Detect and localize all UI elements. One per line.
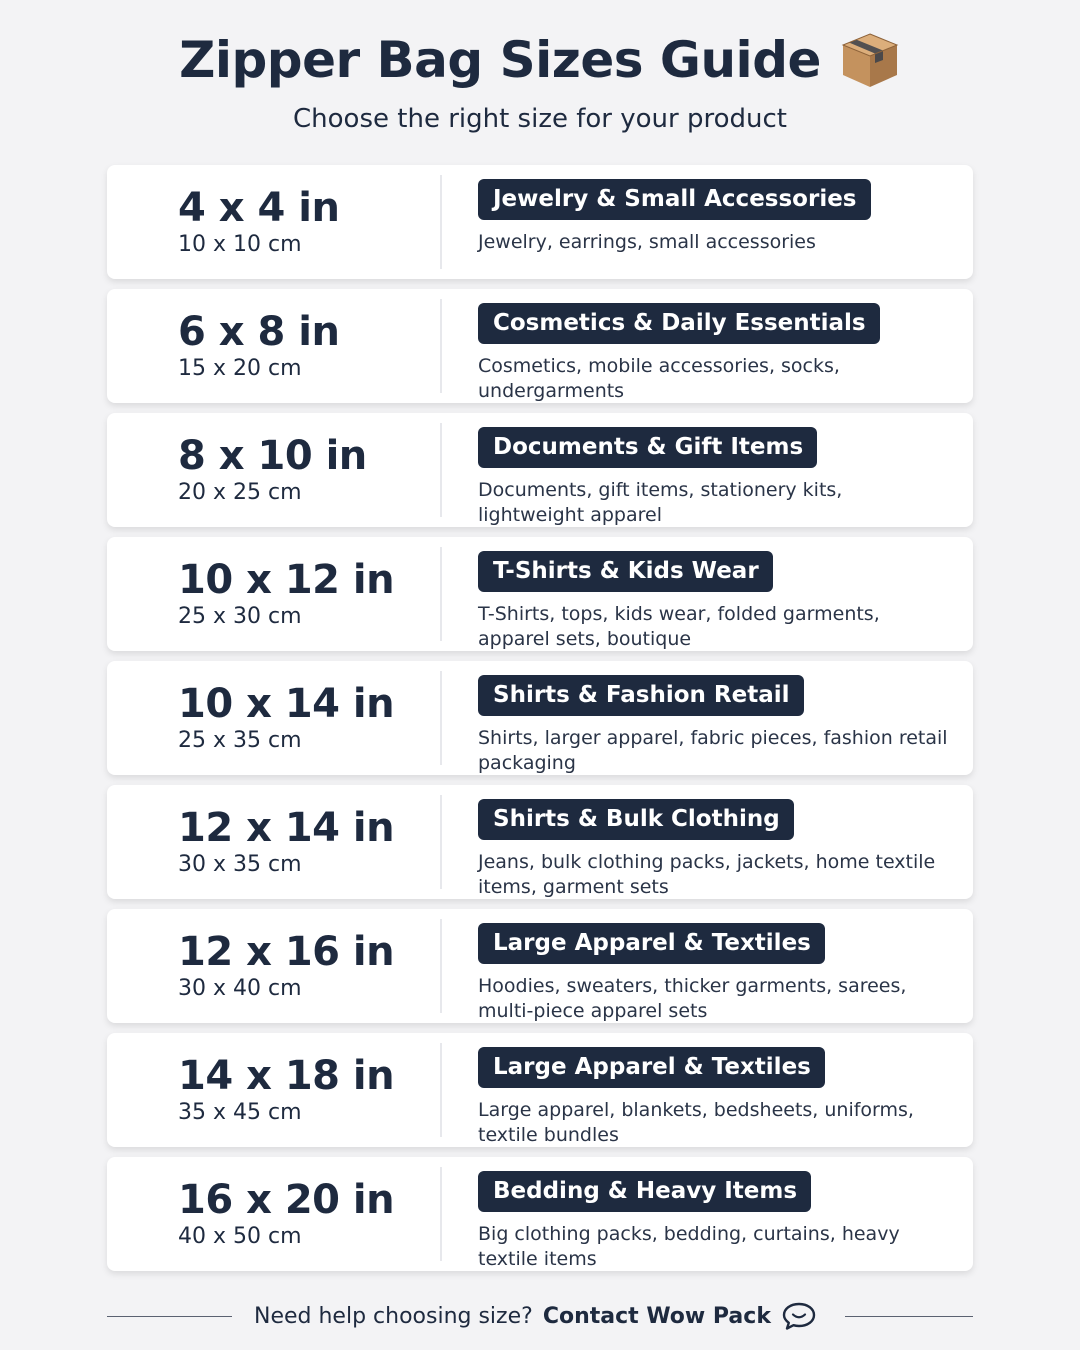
info-column — [478, 551, 953, 652]
category-badge: T-Shirts & Kids Wear — [478, 551, 773, 592]
card-divider — [440, 423, 442, 517]
category-description: Large apparel, blankets, bedsheets, uniforms, textile bundles — [478, 1099, 914, 1146]
size-column — [107, 310, 440, 382]
category-description: Jewelry, earrings, small accessories — [478, 231, 816, 253]
size-centimeters: 15 x 20 cm — [178, 356, 302, 381]
category-badge: Large Apparel & Textiles — [478, 1047, 825, 1088]
page-title: Zipper Bag Sizes Guide — [179, 31, 821, 89]
info-column — [478, 1171, 953, 1272]
footer-prompt: Need help choosing size? — [254, 1303, 533, 1329]
info-column — [478, 1047, 953, 1148]
size-card — [107, 661, 973, 775]
size-card — [107, 785, 973, 899]
size-inches: 12 x 14 in — [178, 805, 395, 851]
category-badge: Shirts & Fashion Retail — [478, 675, 804, 716]
size-inches: 12 x 16 in — [178, 929, 395, 975]
footer-divider-right — [845, 1316, 973, 1317]
size-centimeters: 25 x 30 cm — [178, 604, 302, 629]
card-divider — [440, 795, 442, 889]
info-column — [478, 303, 953, 404]
header — [0, 26, 1080, 134]
category-description: T-Shirts, tops, kids wear, folded garments, apparel sets, boutique — [478, 603, 880, 650]
card-divider — [440, 547, 442, 641]
size-column — [107, 682, 440, 754]
footer-contact — [254, 1301, 817, 1331]
info-column — [478, 179, 953, 255]
category-badge: Bedding & Heavy Items — [478, 1171, 811, 1212]
title-row — [0, 26, 1080, 94]
size-card — [107, 289, 973, 403]
category-badge: Cosmetics & Daily Essentials — [478, 303, 880, 344]
size-column — [107, 930, 440, 1002]
size-column — [107, 558, 440, 630]
size-inches: 10 x 14 in — [178, 681, 395, 727]
size-card — [107, 1157, 973, 1271]
category-badge: Large Apparel & Textiles — [478, 923, 825, 964]
size-centimeters: 35 x 45 cm — [178, 1100, 302, 1125]
info-column — [478, 799, 953, 900]
category-badge: Documents & Gift Items — [478, 427, 817, 468]
size-list — [107, 165, 973, 1281]
category-description: Shirts, larger apparel, fabric pieces, fashion retail packaging — [478, 727, 948, 774]
size-centimeters: 10 x 10 cm — [178, 232, 302, 257]
size-centimeters: 30 x 40 cm — [178, 976, 302, 1001]
size-card — [107, 537, 973, 651]
category-description: Jeans, bulk clothing packs, jackets, home textile items, garment sets — [478, 851, 936, 898]
card-divider — [440, 919, 442, 1013]
category-description: Documents, gift items, stationery kits, lightweight apparel — [478, 479, 843, 526]
category-description: Hoodies, sweaters, thicker garments, sarees, multi-piece apparel sets — [478, 975, 907, 1022]
size-inches: 14 x 18 in — [178, 1053, 395, 1099]
size-inches: 4 x 4 in — [178, 185, 340, 231]
contact-link[interactable]: Contact Wow Pack — [542, 1303, 771, 1329]
category-description: Big clothing packs, bedding, curtains, heavy textile items — [478, 1223, 900, 1270]
size-column — [107, 434, 440, 506]
size-column — [107, 186, 440, 258]
info-column — [478, 923, 953, 1024]
size-card — [107, 909, 973, 1023]
category-badge: Shirts & Bulk Clothing — [478, 799, 794, 840]
size-centimeters: 40 x 50 cm — [178, 1224, 302, 1249]
chat-bubble-icon[interactable] — [781, 1301, 817, 1331]
size-inches: 8 x 10 in — [178, 433, 367, 479]
card-divider — [440, 1043, 442, 1137]
size-column — [107, 806, 440, 878]
category-badge: Jewelry & Small Accessories — [478, 179, 871, 220]
size-column — [107, 1178, 440, 1250]
size-card — [107, 413, 973, 527]
size-centimeters: 30 x 35 cm — [178, 852, 302, 877]
size-inches: 6 x 8 in — [178, 309, 340, 355]
size-card — [107, 1033, 973, 1147]
size-centimeters: 20 x 25 cm — [178, 480, 302, 505]
card-divider — [440, 1167, 442, 1261]
size-centimeters: 25 x 35 cm — [178, 728, 302, 753]
footer — [107, 1296, 973, 1336]
category-description: Cosmetics, mobile accessories, socks, undergarments — [478, 355, 840, 402]
size-inches: 10 x 12 in — [178, 557, 395, 603]
card-divider — [440, 299, 442, 393]
size-inches: 16 x 20 in — [178, 1177, 395, 1223]
size-column — [107, 1054, 440, 1126]
page-subtitle: Choose the right size for your product — [293, 104, 787, 134]
size-card — [107, 165, 973, 279]
card-divider — [440, 671, 442, 765]
info-column — [478, 427, 953, 528]
info-column — [478, 675, 953, 776]
footer-divider-left — [107, 1316, 232, 1317]
package-box-icon — [839, 30, 901, 90]
card-divider — [440, 175, 442, 269]
